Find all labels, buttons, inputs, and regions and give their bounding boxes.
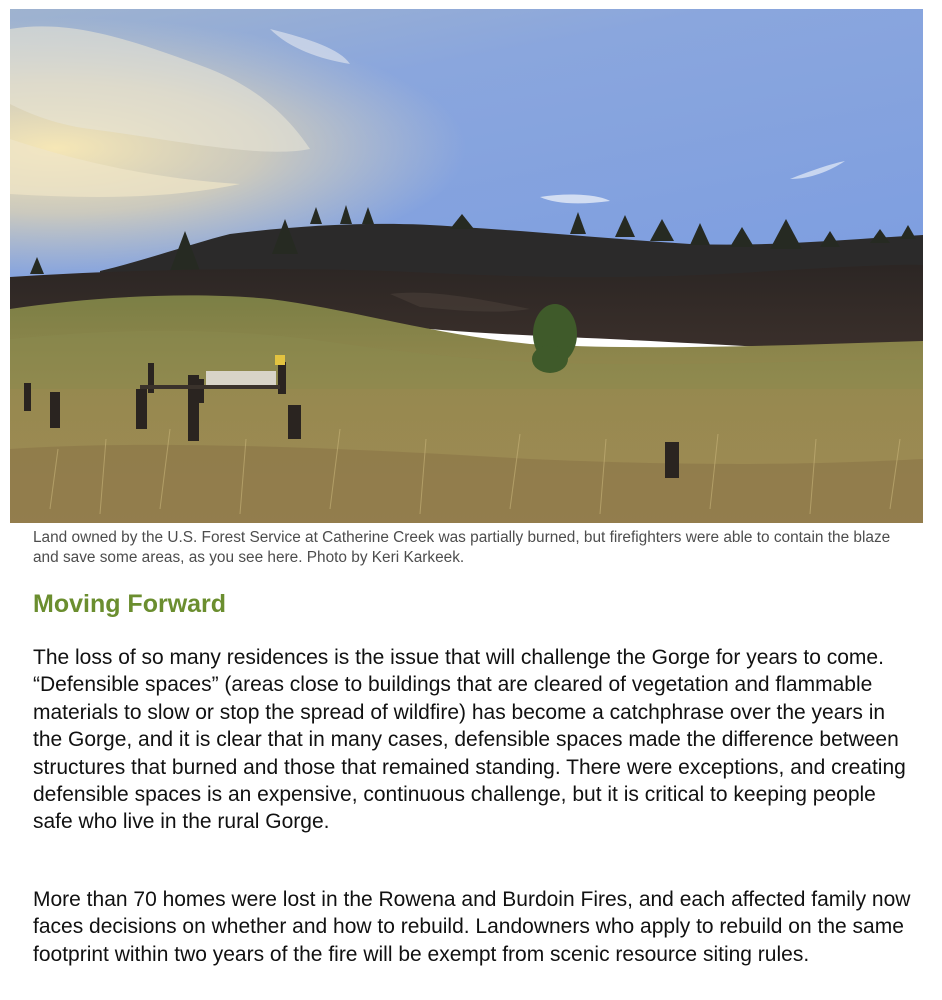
body-paragraph-2: More than 70 homes were lost in the Rowena and Burdoin Fires, and each affected family now faces decisions on whether and how to rebuild. Landowners who apply to rebuild on the same footprint within two years of the fire will be exempt from scenic resource siting rules.: [33, 888, 911, 966]
body-paragraph-1: The loss of so many residences is the issue that will challenge the Gorge for years to come. “Defensible spaces” (areas close to buildings that are cleared of vegetation and flammable materials to slow or stop the spread of wildfire) has become a catchphrase over the years in the Gorge, and it is clear that in many cases, defensible spaces made the difference between structures that burned and those that remained standing. There were exceptions, and creating defensible spaces is an expensive, continuous challenge, but it is critical to keeping people safe who live in the rural Gorge.: [33, 646, 906, 834]
article-photo: [10, 9, 923, 523]
landscape-illustration: [10, 9, 923, 523]
photo-caption: Land owned by the U.S. Forest Service at Catherine Creek was partially burned, but firefighters were able to contain the blaze and save some areas, as you see here. Photo by Keri Karkeek.: [33, 529, 891, 566]
section-heading: Moving Forward: [33, 590, 227, 618]
